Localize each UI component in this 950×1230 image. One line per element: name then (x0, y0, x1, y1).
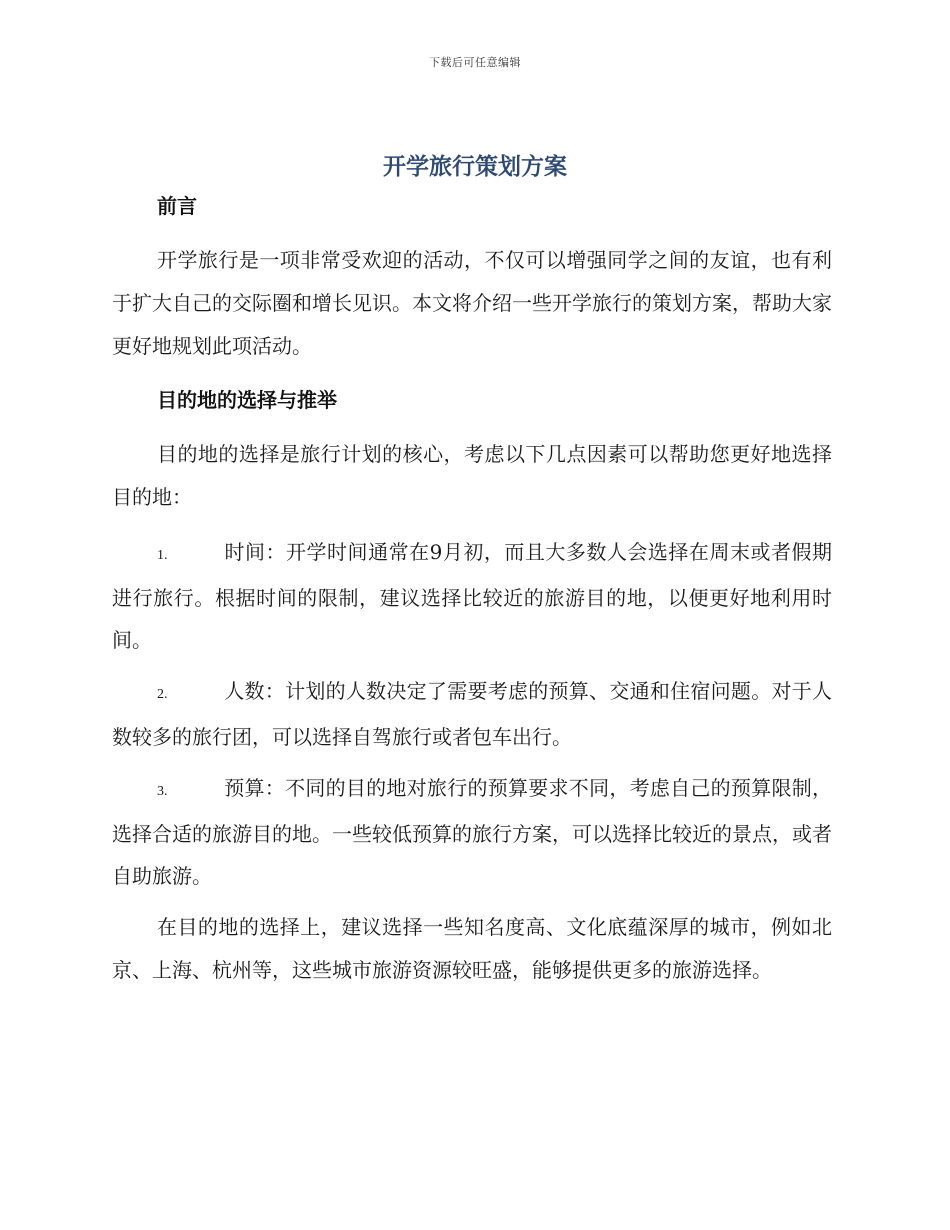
document-title: 开学旅行策划方案 (383, 154, 567, 180)
list-item-text: 人数：计划的人数决定了需要考虑的预算、交通和住宿问题。对于人数较多的旅行团，可以选择自驾旅行或者包车出行。 (112, 679, 832, 749)
list-item-text: 预算：不同的目的地对旅行的预算要求不同，考虑自己的预算限制，选择合适的旅游目的地。一些较低预算的旅行方案，可以选择比较近的景点，或者自助旅游。 (112, 776, 832, 888)
destination-intro-paragraph: 目的地的选择是旅行计划的核心，考虑以下几点因素可以帮助您更好地选择目的地： (112, 442, 832, 509)
header-note: 下载后可任意编辑 (429, 56, 521, 69)
list-number: 2. (157, 687, 168, 702)
list-item-people (112, 670, 832, 758)
list-number: 3. (157, 784, 168, 799)
section-heading-preface: 前言 (157, 194, 197, 218)
list-number: 1. (157, 548, 168, 563)
list-item-time (112, 531, 832, 661)
section-heading-destination: 目的地的选择与推举 (157, 388, 337, 412)
list-item-text: 时间：开学时间通常在9月初，而且大多数人会选择在周末或者假期进行旅行。根据时间的限制，建议选择比较近的旅游目的地，以便更好地利用时间。 (112, 540, 832, 652)
preface-paragraph: 开学旅行是一项非常受欢迎的活动，不仅可以增强同学之间的友谊，也有利于扩大自己的交际圈和增长见识。本文将介绍一些开学旅行的策划方案，帮助大家更好地规划此项活动。 (112, 248, 832, 358)
closing-paragraph: 在目的地的选择上，建议选择一些知名度高、文化底蕴深厚的城市，例如北京、上海、杭州等，这些城市旅游资源较旺盛，能够提供更多的旅游选择。 (112, 915, 832, 982)
list-item-budget (112, 767, 832, 897)
